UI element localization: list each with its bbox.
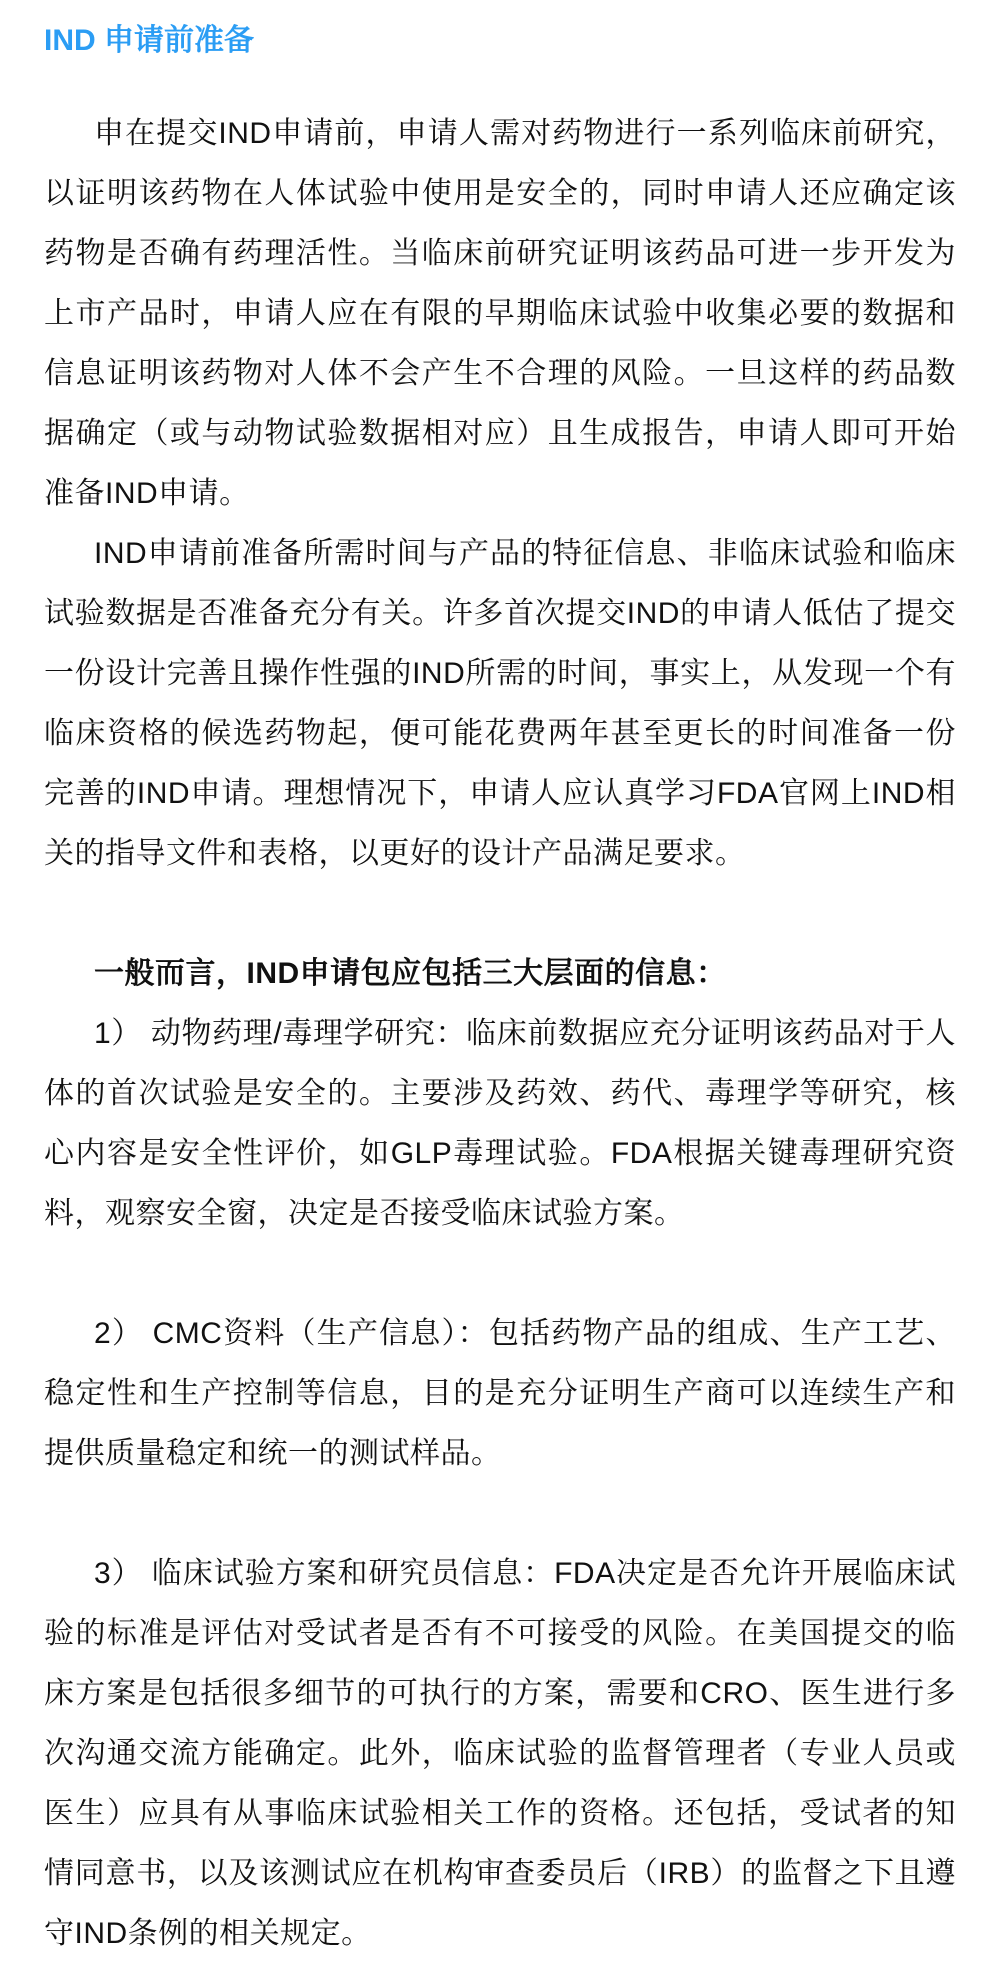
page-title: IND 申请前准备 — [44, 24, 254, 57]
blank-line — [44, 1484, 956, 1544]
list-item-cmc-information: 2） CMC资料（生产信息）：包括药物产品的组成、生产工艺、稳定性和生产控制等信息，目的是充分证明生产商可以连续生产和提供质量稳定和统一的测试样品。 — [44, 1317, 956, 1470]
blank-line — [44, 884, 956, 944]
list-item-animal-pharmacology: 1） 动物药理/毒理学研究：临床前数据应充分证明该药品对于人体的首次试验是安全的。主要涉及药效、药代、毒理学等研究，核心内容是安全性评价，如GLP毒理试验。FDA根据关键毒理研究资料，观察安全窗，决定是否接受临床试验方案。 — [44, 1017, 956, 1230]
list-item-clinical-protocol: 3） 临床试验方案和研究员信息：FDA决定是否允许开展临床试验的标准是评估对受试者是否有不可接受的风险。在美国提交的临床方案是包括很多细节的可执行的方案，需要和CRO、医生进行多次沟通交流方能确定。此外，临床试验的监督管理者（专业人员或医生）应具有从事临床试验相关工作的资格。还包括，受试者的知情同意书，以及该测试应在机构审查委员后（IRB）的监督之下且遵守IND条例的相关规定。 — [44, 1557, 956, 1950]
section-heading: 一般而言，IND申请包应包括三大层面的信息： — [94, 957, 727, 990]
blank-line — [44, 1244, 956, 1304]
intro-paragraph-1: 申在提交IND申请前，申请人需对药物进行一系列临床前研究，以证明该药物在人体试验中使用是安全的，同时申请人还应确定该药物是否确有药理活性。当临床前研究证明该药品可进一步开发为上市产品时，申请人应在有限的早期临床试验中收集必要的数据和信息证明该药物对人体不会产生不合理的风险。一旦这样的药品数据确定（或与动物试验数据相对应）且生成报告，申请人即可开始准备IND申请。 — [44, 117, 956, 510]
intro-paragraph-2: IND申请前准备所需时间与产品的特征信息、非临床试验和临床试验数据是否准备充分有关。许多首次提交IND的申请人低估了提交一份设计完善且操作性强的IND所需的时间，事实上，从发现一个有临床资格的候选药物起，便可能花费两年甚至更长的时间准备一份完善的IND申请。理想情况下，申请人应认真学习FDA官网上IND相关的指导文件和表格，以更好的设计产品满足要求。 — [44, 537, 956, 870]
